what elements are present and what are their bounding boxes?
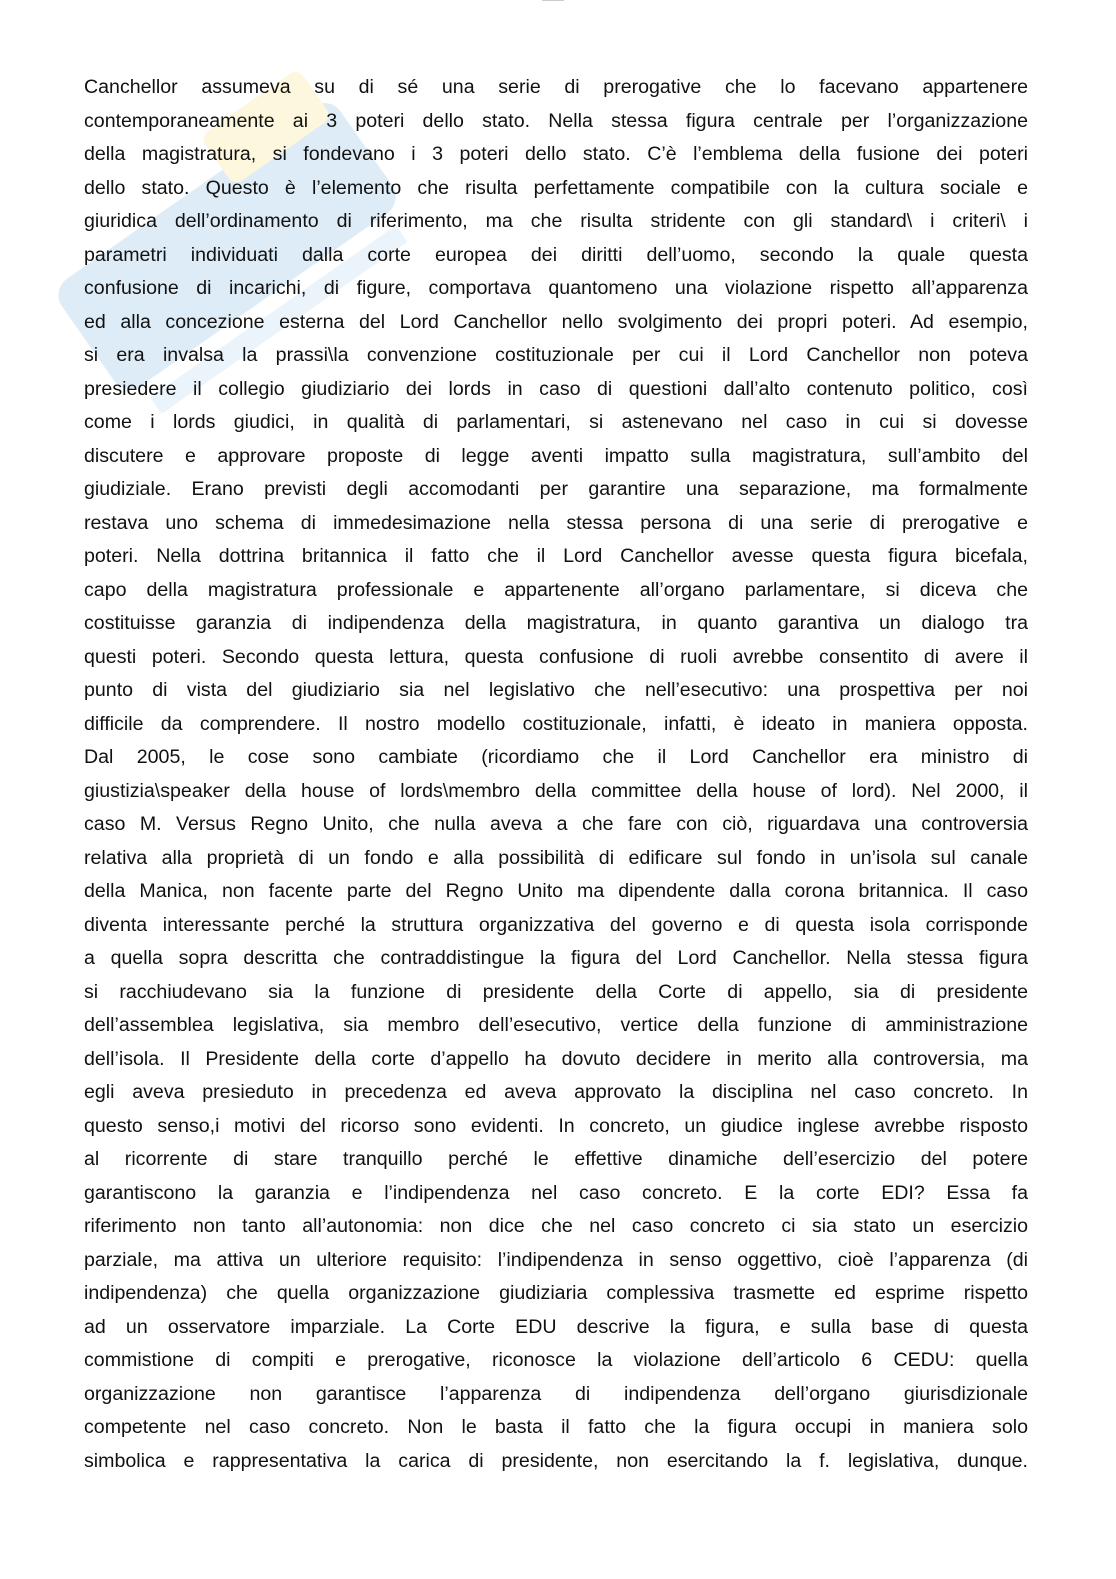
text-line: questi poteri. Secondo questa lettura, questa confusione di ruoli avrebbe consentito di avere il	[84, 645, 1028, 668]
text-line: dello stato. Questo è l’elemento che risulta perfettamente compatibile con la cultura sociale e	[84, 176, 1028, 199]
text-line: restava uno schema di immedesimazione nella stessa persona di una serie di prerogative e	[84, 511, 1028, 534]
text-line: indipendenza) che quella organizzazione giudiziaria complessiva trasmette ed esprime rispetto	[84, 1282, 1028, 1304]
text-line: della magistratura, si fondevano i 3 poteri dello stato. C’è l’emblema della fusione dei poteri	[84, 143, 1028, 165]
text-line: Dal 2005, le cose sono cambiate (ricordiamo che il Lord Canchellor era ministro di	[84, 746, 1028, 768]
text-line: confusione di incarichi, di figure, comportava quantomeno una violazione rispetto all’apparenza	[84, 277, 1028, 299]
text-line: ad un osservatore imparziale. La Corte EDU descrive la figura, e sulla base di questa	[84, 1315, 1028, 1338]
text-line: dell’assemblea legislativa, sia membro dell’esecutivo, vertice della funzione di amministrazione	[84, 1014, 1028, 1036]
text-line: organizzazione non garantisce l’apparenza di indipendenza dell’organo giurisdizionale	[84, 1382, 1028, 1405]
text-line: riferimento non tanto all’autonomia: non dice che nel caso concreto ci sia stato un esercizio	[84, 1215, 1028, 1237]
text-line: parametri individuati dalla corte europea dei diritti dell’uomo, secondo la quale questa	[84, 243, 1028, 266]
text-line: egli aveva presieduto in precedenza ed aveva approvato la disciplina nel caso concreto. In	[84, 1081, 1028, 1103]
text-line: al ricorrente di stare tranquillo perché le effettive dinamiche dell’esercizio del potere	[84, 1148, 1028, 1170]
text-line: della Manica, non facente parte del Regno Unito ma dipendente dalla corona britannica. Il caso	[84, 880, 1028, 902]
header-mark	[542, 0, 564, 5]
text-line: presiedere il collegio giudiziario dei lords in caso di questioni dall’alto contenuto politico, così	[84, 377, 1028, 400]
document-body	[84, 71, 1028, 1478]
text-line: si racchiudevano sia la funzione di presidente della Corte di appello, sia di presidente	[84, 980, 1028, 1003]
text-line: giuridica dell’ordinamento di riferimento, ma che risulta stridente con gli standard\ i criteri\ i	[84, 210, 1028, 232]
text-line: diventa interessante perché la struttura organizzativa del governo e di questa isola corrisponde	[84, 913, 1028, 936]
text-line: commistione di compiti e prerogative, riconosce la violazione dell’articolo 6 CEDU: quella	[84, 1349, 1028, 1371]
text-line: difficile da comprendere. Il nostro modello costituzionale, infatti, è ideato in maniera opposta.	[84, 712, 1028, 735]
text-line: Canchellor assumeva su di sé una serie di prerogative che lo facevano appartenere	[84, 76, 1028, 98]
text-line: dell’isola. Il Presidente della corte d’appello ha dovuto decidere in merito alla controversia, ma	[84, 1047, 1028, 1070]
text-line: parziale, ma attiva un ulteriore requisito: l’indipendenza in senso oggettivo, cioè l’apparenza (di	[84, 1248, 1028, 1271]
text-line: discutere e approvare proposte di legge aventi impatto sulla magistratura, sull’ambito del	[84, 444, 1028, 467]
text-line: giustizia\speaker della house of lords\membro della committee della house of lord). Nel 2000, il	[84, 779, 1028, 802]
text-line: come i lords giudici, in qualità di parlamentari, si astenevano nel caso in cui si dovesse	[84, 411, 1028, 433]
text-line: contemporaneamente ai 3 poteri dello stato. Nella stessa figura centrale per l’organizzazione	[84, 109, 1028, 132]
text-line: simbolica e rappresentativa la carica di presidente, non esercitando la f. legislativa, dunque.	[84, 1449, 1028, 1472]
text-line: si era invalsa la prassi\la convenzione costituzionale per cui il Lord Canchellor non poteva	[84, 344, 1028, 366]
text-line: punto di vista del giudiziario sia nel legislativo che nell’esecutivo: una prospettiva per noi	[84, 679, 1028, 701]
text-line: capo della magistratura professionale e appartenente all’organo parlamentare, si diceva che	[84, 578, 1028, 601]
text-line: questo senso,i motivi del ricorso sono evidenti. In concreto, un giudice inglese avrebbe risposto	[84, 1114, 1028, 1137]
text-line: giudiziale. Erano previsti degli accomodanti per garantire una separazione, ma formalmente	[84, 478, 1028, 500]
text-line: costituisse garanzia di indipendenza della magistratura, in quanto garantiva un dialogo tra	[84, 612, 1028, 634]
text-line: ed alla concezione esterna del Lord Canchellor nello svolgimento dei propri poteri. Ad esempio,	[84, 310, 1028, 333]
text-line: relativa alla proprietà di un fondo e alla possibilità di edificare sul fondo in un’isola sul canale	[84, 846, 1028, 869]
text-line: poteri. Nella dottrina britannica il fatto che il Lord Canchellor avesse questa figura bicefala,	[84, 545, 1028, 567]
text-line: caso M. Versus Regno Unito, che nulla aveva a che fare con ciò, riguardava una controversia	[84, 813, 1028, 835]
text-line: competente nel caso concreto. Non le basta il fatto che la figura occupi in maniera solo	[84, 1416, 1028, 1438]
text-line: garantiscono la garanzia e l’indipendenza nel caso concreto. E la corte EDI? Essa fa	[84, 1181, 1028, 1204]
text-line: a quella sopra descritta che contraddistingue la figura del Lord Canchellor. Nella stessa figura	[84, 947, 1028, 969]
